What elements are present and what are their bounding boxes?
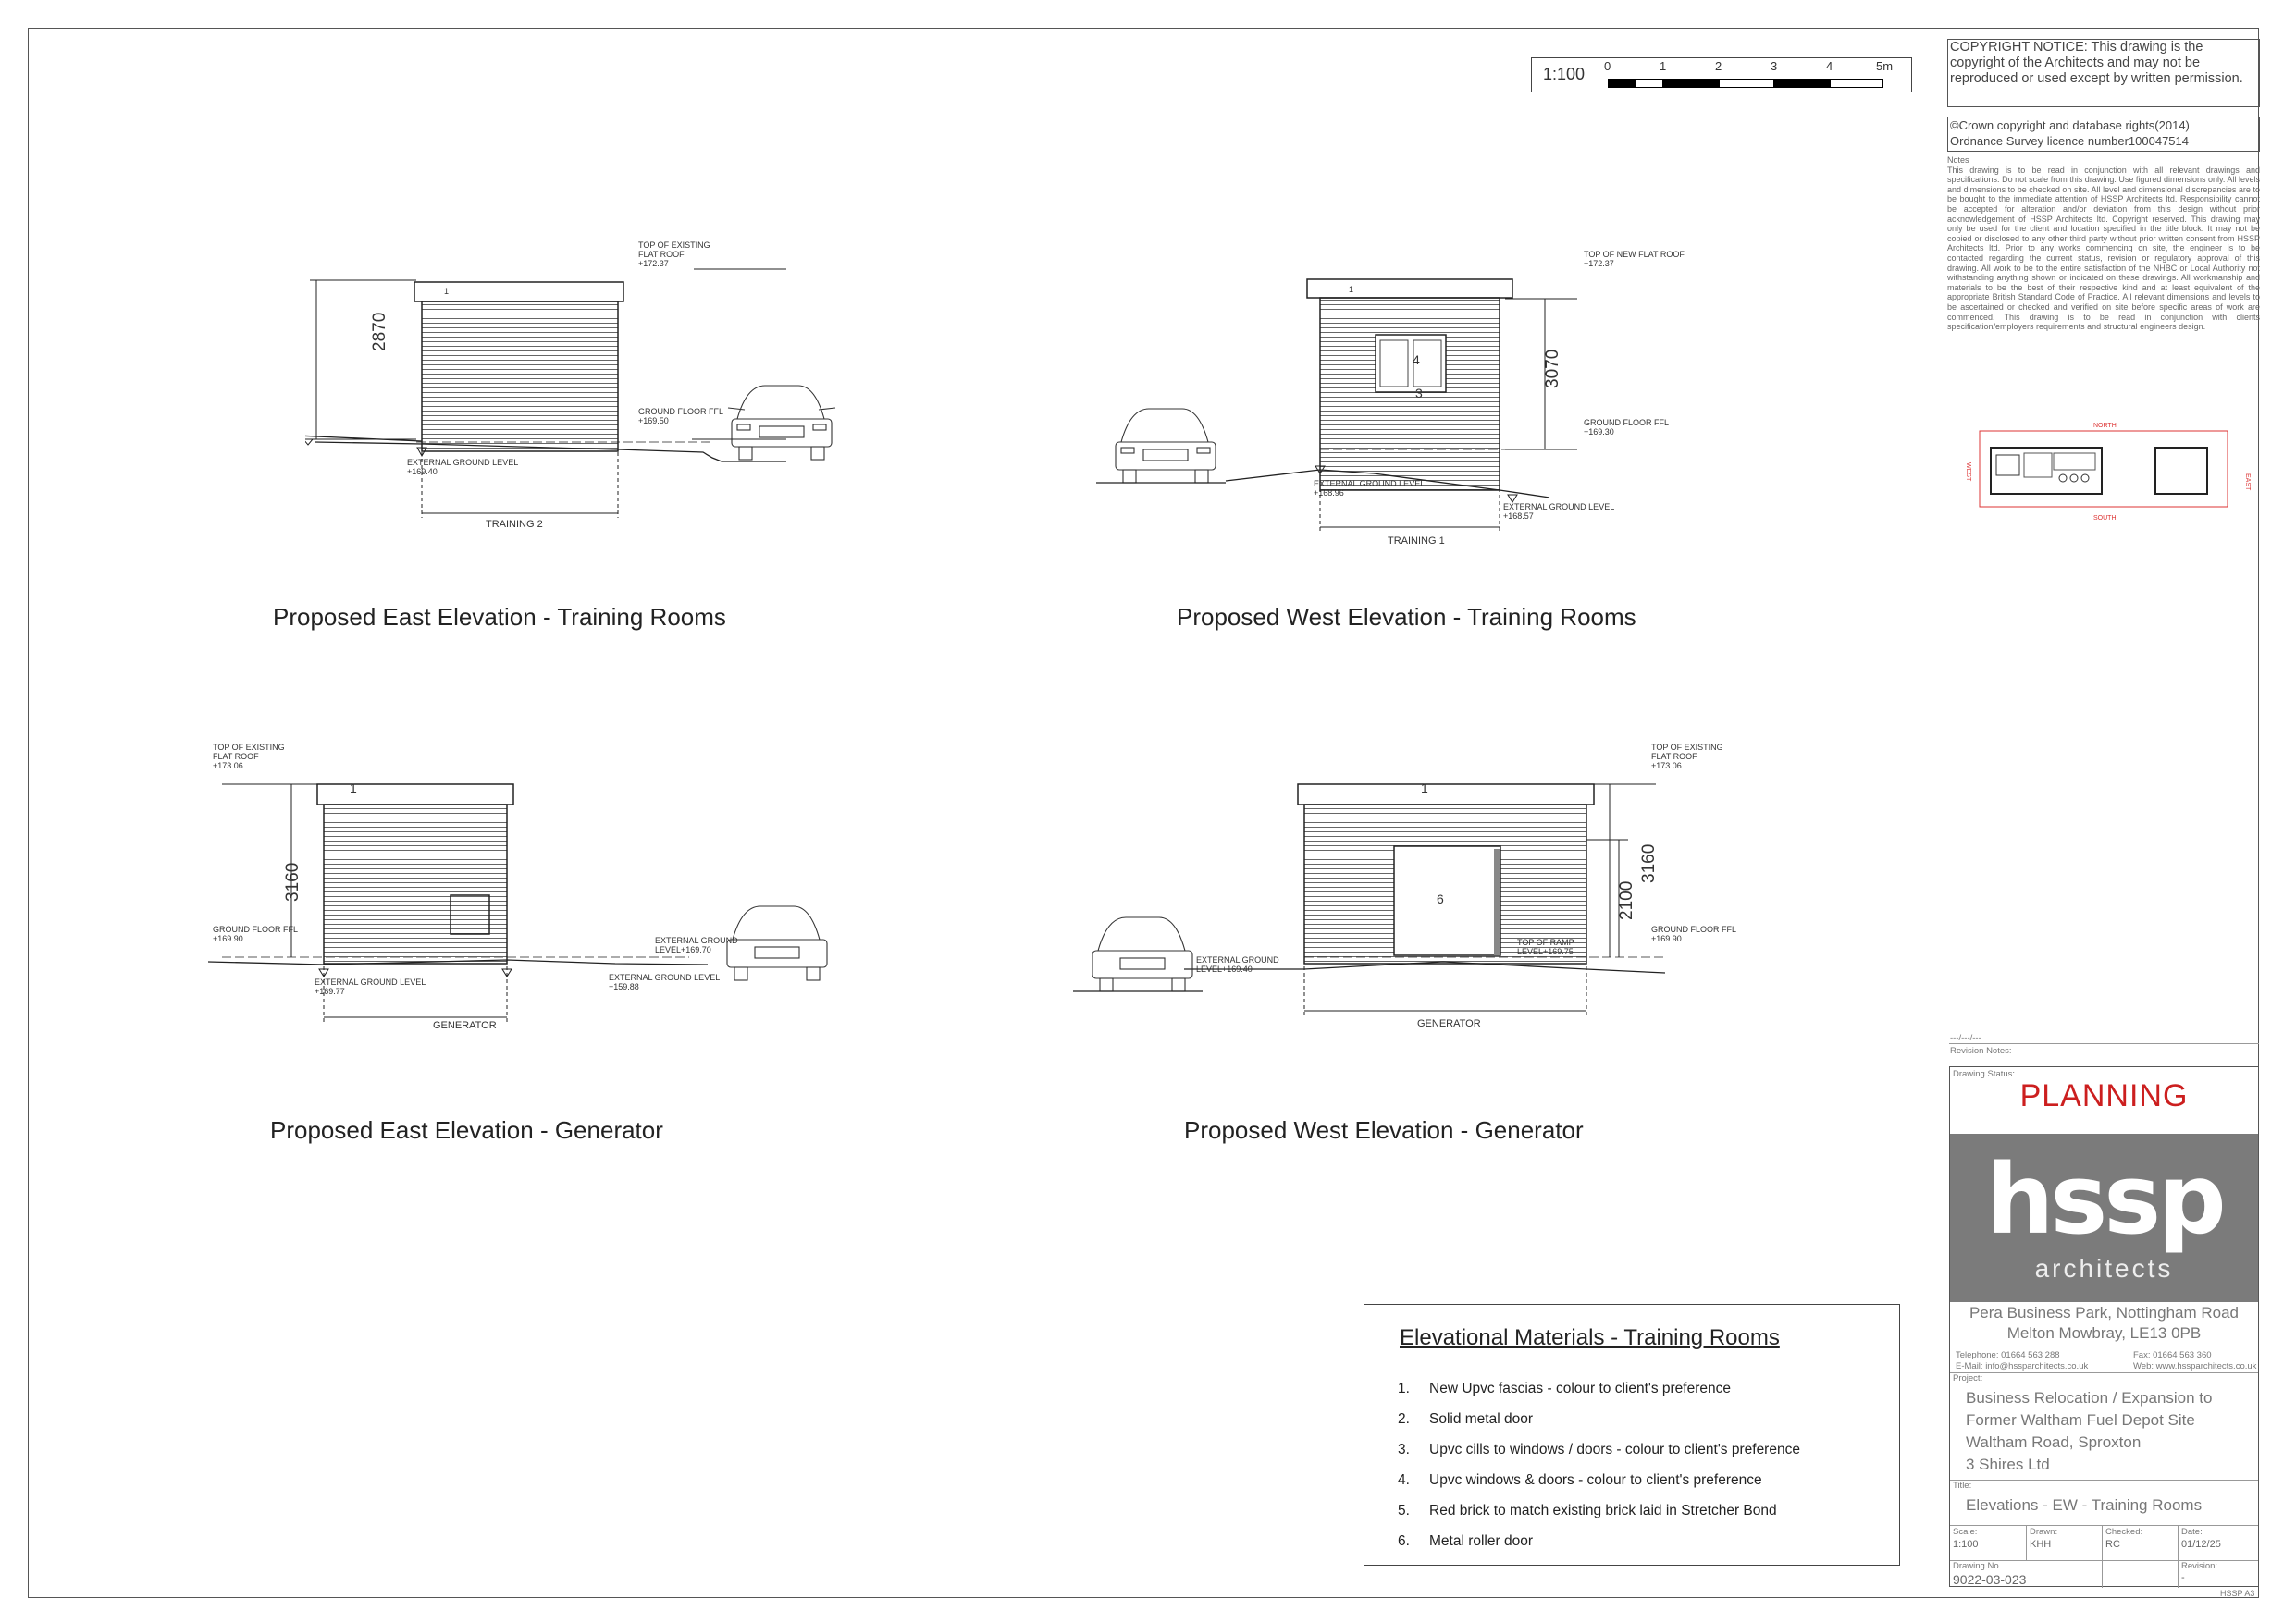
west-generator-tag-6: 6 bbox=[1437, 891, 1444, 906]
logo-main: hssp bbox=[1985, 1143, 2223, 1256]
tb-divider bbox=[1950, 1480, 2258, 1481]
scale-segment bbox=[1663, 79, 1719, 88]
revision-label: Revision: bbox=[2181, 1561, 2218, 1571]
west-training-tag-4: 4 bbox=[1413, 352, 1420, 367]
revision-value: - bbox=[2181, 1572, 2185, 1583]
key-plan-east: EAST bbox=[2244, 473, 2251, 491]
materials-title: Elevational Materials - Training Rooms bbox=[1400, 1325, 1780, 1350]
material-item bbox=[1398, 1533, 1533, 1550]
material-num: 4. bbox=[1398, 1472, 1410, 1488]
east-training-floor-label: GROUND FLOOR FFL +169.50 bbox=[638, 407, 724, 425]
project-line: 3 Shires Ltd bbox=[1966, 1456, 2050, 1473]
notes bbox=[1947, 155, 2260, 332]
east-generator-room: GENERATOR bbox=[433, 1020, 497, 1031]
email: E-Mail: info@hssparchitects.co.uk bbox=[1956, 1361, 2089, 1371]
east-generator-title: Proposed East Elevation - Generator bbox=[270, 1116, 663, 1144]
west-generator-title: Proposed West Elevation - Generator bbox=[1184, 1116, 1584, 1144]
east-generator-tag: 1 bbox=[350, 781, 357, 795]
address-line-2: Melton Mowbray, LE13 0PB bbox=[2006, 1324, 2202, 1342]
west-training-tag-3: 3 bbox=[1415, 386, 1423, 400]
drawing-no-label: Drawing No. bbox=[1953, 1561, 2002, 1571]
telephone: Telephone: 01664 563 288 bbox=[1956, 1350, 2060, 1360]
west-generator-elevation bbox=[1073, 777, 1739, 1036]
west-training-ext-label-2: EXTERNAL GROUND LEVEL +168.57 bbox=[1503, 502, 1615, 521]
scale-value: 1:100 bbox=[1953, 1539, 1979, 1550]
key-plan-north: NORTH bbox=[2093, 423, 2117, 429]
revision-line bbox=[1949, 1043, 2259, 1044]
west-generator-roof-label: TOP OF EXISTING FLAT ROOF +173.06 bbox=[1651, 743, 1723, 770]
scale-tick: 4 bbox=[1826, 59, 1833, 73]
east-generator-dim: 3160 bbox=[283, 862, 302, 902]
drawing-title: Elevations - EW - Training Rooms bbox=[1966, 1496, 2203, 1514]
key-plan bbox=[1950, 416, 2257, 523]
scale-label: 1:100 bbox=[1543, 65, 1586, 83]
drawn-value: KHH bbox=[2030, 1539, 2052, 1550]
date-value: 01/12/25 bbox=[2181, 1539, 2221, 1550]
material-num: 3. bbox=[1398, 1442, 1410, 1457]
material-text: Upvc cills to windows / doors - colour to client's preference bbox=[1429, 1442, 1800, 1457]
checked-value: RC bbox=[2105, 1539, 2120, 1550]
crown-copyright bbox=[1947, 117, 2260, 152]
key-plan-south: SOUTH bbox=[2093, 515, 2117, 522]
drawn-label: Drawn: bbox=[2030, 1527, 2058, 1537]
tb-vdivider bbox=[2102, 1525, 2103, 1588]
project-line: Former Waltham Fuel Depot Site bbox=[1966, 1411, 2195, 1429]
project-line: Waltham Road, Sproxton bbox=[1966, 1433, 2142, 1451]
tb-divider bbox=[1950, 1525, 2258, 1526]
scale-tick: 5m bbox=[1876, 59, 1894, 73]
drawing-status: PLANNING bbox=[2019, 1078, 2189, 1113]
copyright-notice: COPYRIGHT NOTICE: This drawing is the copyright of the Architects and may not be reproduced or used except by written permission. bbox=[1947, 39, 2260, 107]
title-label: Title: bbox=[1953, 1481, 1972, 1491]
east-generator-floor-label: GROUND FLOOR FFL +169.90 bbox=[213, 925, 299, 943]
scale-segment bbox=[1830, 79, 1883, 88]
west-training-tag-1: 1 bbox=[1349, 285, 1354, 294]
east-training-tag: 1 bbox=[444, 287, 450, 296]
east-training-roof-label: TOP OF EXISTING FLAT ROOF +172.37 bbox=[638, 240, 710, 268]
material-num: 6. bbox=[1398, 1533, 1410, 1549]
tb-vdivider bbox=[2178, 1525, 2179, 1588]
tb-divider bbox=[1950, 1372, 2258, 1373]
east-generator-elevation bbox=[208, 777, 856, 1036]
scale-label-tb: Scale: bbox=[1953, 1527, 1978, 1537]
address-line-1: Pera Business Park, Nottingham Road bbox=[1969, 1304, 2240, 1322]
key-plan-west: WEST bbox=[1965, 462, 1971, 482]
material-num: 2. bbox=[1398, 1411, 1410, 1427]
scale-tick: 3 bbox=[1771, 59, 1778, 73]
scale-segment bbox=[1636, 79, 1663, 88]
scale-segment bbox=[1719, 79, 1774, 88]
material-num: 5. bbox=[1398, 1503, 1410, 1518]
fax: Fax: 01664 563 360 bbox=[2133, 1350, 2212, 1360]
east-training-elevation bbox=[305, 236, 860, 541]
hssp-logo bbox=[1950, 1134, 2258, 1302]
project-label: Project: bbox=[1953, 1373, 1983, 1383]
west-generator-tag-1: 1 bbox=[1421, 781, 1428, 795]
checked-label: Checked: bbox=[2105, 1527, 2143, 1537]
west-training-floor-label: GROUND FLOOR FFL +169.30 bbox=[1584, 418, 1670, 436]
east-generator-ext-label-1: EXTERNAL GROUND LEVEL +169.77 bbox=[315, 977, 426, 996]
scale-tick: 0 bbox=[1604, 59, 1611, 73]
material-item bbox=[1398, 1442, 1800, 1458]
west-training-roof-label: TOP OF NEW FLAT ROOF +172.37 bbox=[1584, 250, 1685, 268]
west-generator-room: GENERATOR bbox=[1417, 1018, 1481, 1029]
material-num: 1. bbox=[1398, 1381, 1410, 1396]
materials-box bbox=[1364, 1304, 1900, 1566]
project-line: Business Relocation / Expansion to bbox=[1966, 1389, 2213, 1407]
material-text: Metal roller door bbox=[1429, 1533, 1533, 1549]
status-label: Drawing Status: bbox=[1953, 1069, 2016, 1079]
east-training-title: Proposed East Elevation - Training Rooms bbox=[273, 603, 726, 631]
tb-vdivider bbox=[2026, 1525, 2027, 1560]
crown-line-1: ©Crown copyright and database rights(2014) bbox=[1950, 118, 2190, 132]
crown-line-2: Ordnance Survey licence number100047514 bbox=[1950, 134, 2190, 148]
material-item bbox=[1398, 1411, 1533, 1428]
east-generator-ext-label-3: EXTERNAL GROUND LEVEL+169.70 bbox=[655, 936, 738, 954]
east-training-ext-label: EXTERNAL GROUND LEVEL +169.40 bbox=[407, 458, 519, 476]
logo-sub: architects bbox=[2034, 1254, 2174, 1283]
west-generator-ext-label: EXTERNAL GROUND LEVEL+169.40 bbox=[1196, 955, 1279, 974]
title-block bbox=[1949, 1066, 2259, 1587]
scale-segment bbox=[1608, 79, 1636, 88]
east-generator-ext-label-2: EXTERNAL GROUND LEVEL +159.88 bbox=[609, 973, 721, 991]
web: Web: www.hssparchitects.co.uk bbox=[2133, 1361, 2257, 1371]
material-text: Red brick to match existing brick laid in Stretcher Bond bbox=[1429, 1503, 1777, 1518]
west-generator-floor-label: GROUND FLOOR FFL +169.90 bbox=[1651, 925, 1737, 943]
scale-tick: 2 bbox=[1715, 59, 1722, 73]
west-training-dim: 3070 bbox=[1543, 349, 1562, 388]
revision-notes-label: Revision Notes: bbox=[1950, 1046, 2012, 1056]
scale-tick: 1 bbox=[1660, 59, 1667, 73]
material-text: New Upvc fascias - colour to client's preference bbox=[1429, 1381, 1732, 1396]
drawing-no: 9022-03-023 bbox=[1953, 1572, 2027, 1587]
material-item bbox=[1398, 1381, 1731, 1397]
west-generator-dim-1: 3160 bbox=[1639, 843, 1659, 883]
west-generator-dim-2: 2100 bbox=[1617, 880, 1636, 920]
revision-date: ---/---/--- bbox=[1950, 1033, 1981, 1043]
sheet-size: HSSP A3 bbox=[2220, 1589, 2255, 1598]
material-item bbox=[1398, 1472, 1762, 1489]
notes-heading: Notes bbox=[1947, 155, 1969, 165]
date-label: Date: bbox=[2181, 1527, 2203, 1537]
west-training-ext-label-1: EXTERNAL GROUND LEVEL +168.96 bbox=[1314, 479, 1426, 498]
west-generator-ramp-label: TOP OF RAMP LEVEL+169.75 bbox=[1517, 938, 1574, 956]
east-training-dim: 2870 bbox=[370, 312, 389, 351]
notes-text: This drawing is to be read in conjunction with all relevant drawings and specifications. Do not scale from this drawing. Use figured dimensions only. All levels and dimensions to be checked on site. All level and dimensional discrepancies are to be bought to the immediate attention of HSSP Architects ltd. Responsibility cannot be accepted for alteration and/or deviation from this design without prior acknowledgement of HSSP Architects ltd. Copyright reserved. This drawing may only be used for the client and location specified in the title block. It may not be copied or disclosed to any other third party without prior written consent from HSSP Architects ltd. Prior to any works commencing on site, the engineer is to be contacted regarding the current status, revision or regulatory approval of this drawing. All work to be to the entire satisfaction of the NHBC or Local Authority not withstanding anything shown or indicated on these drawings. All workmanship and materials to be the best of their respective kind and at least equivalent of the appropriate British Standard Code of Practice. All relevant dimensions and levels to be ascertained or checked and verified on site before specific areas of work are commenced. This drawing is to be read in conjunction with clients specification/employers requirements and structural engineers design. bbox=[1947, 165, 2260, 332]
scale-segment bbox=[1774, 79, 1830, 88]
east-generator-roof-label: TOP OF EXISTING FLAT ROOF +173.06 bbox=[213, 743, 285, 770]
material-item bbox=[1398, 1503, 1777, 1519]
west-training-room: TRAINING 1 bbox=[1388, 535, 1445, 547]
scale-bar bbox=[1531, 57, 1912, 92]
east-training-room: TRAINING 2 bbox=[486, 519, 543, 530]
material-text: Solid metal door bbox=[1429, 1411, 1534, 1427]
west-training-title: Proposed West Elevation - Training Rooms bbox=[1177, 603, 1636, 631]
material-text: Upvc windows & doors - colour to client's preference bbox=[1429, 1472, 1762, 1488]
